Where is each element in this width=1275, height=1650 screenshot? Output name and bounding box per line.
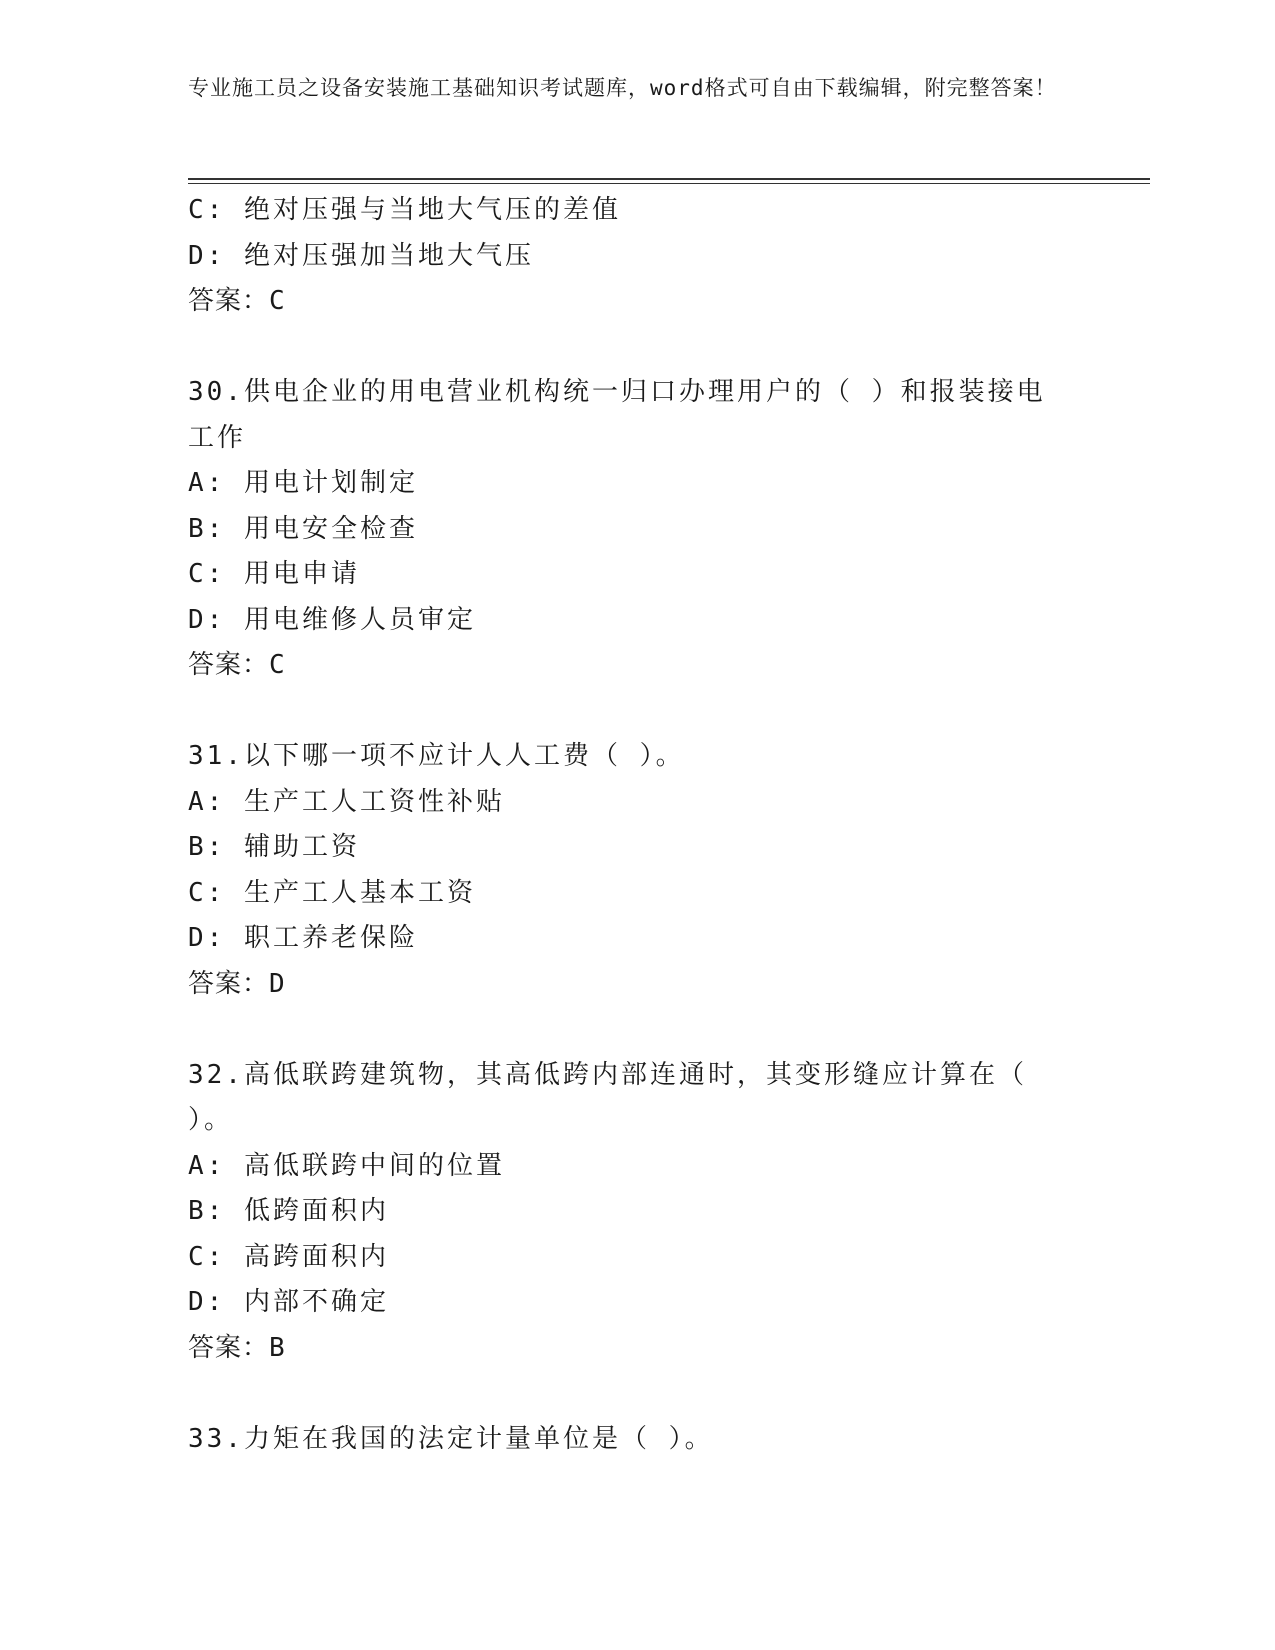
option-c: C: 生产工人基本工资 [188, 877, 476, 908]
answer-line [188, 279, 1068, 325]
answer-label: 答案： [188, 1332, 270, 1363]
option-d: D: 绝对压强加当地大气压 [188, 240, 534, 271]
spacer [188, 689, 1068, 735]
header-divider-thin [188, 183, 1150, 184]
answer-value: B [269, 1332, 286, 1363]
question-32 [188, 1053, 1068, 1372]
question-33 [188, 1417, 1068, 1463]
option-c: C: 用电申请 [188, 559, 360, 589]
option-c: C: 绝对压强与当地大气压的差值 [188, 195, 621, 225]
header-text: 专业施工员之设备安装施工基础知识考试题库，word格式可自由下载编辑，附完整答案！ [188, 76, 1057, 100]
answer-line [188, 1326, 1068, 1372]
question-list [188, 188, 1068, 1462]
answer-label: 答案： [188, 650, 270, 680]
option-a: A: 高低联跨中间的位置 [188, 1150, 505, 1181]
spacer [188, 325, 1068, 371]
prev-question-tail [188, 188, 1068, 325]
answer-line [188, 962, 1068, 1008]
option-d: D: 内部不确定 [188, 1287, 389, 1317]
answer-line [188, 643, 1068, 689]
answer-value: C [269, 286, 286, 316]
answer-value: D [269, 968, 286, 999]
spacer [188, 1007, 1068, 1053]
option-d: D: 用电维修人员审定 [188, 604, 476, 635]
option-b: B: 辅助工资 [188, 832, 360, 862]
question-30 [188, 370, 1068, 689]
question-text: 30.供电企业的用电营业机构统一归口办理用户的（ ）和报装接电工作 [188, 377, 1046, 453]
option-d: D: 职工养老保险 [188, 923, 418, 953]
spacer [188, 1371, 1068, 1417]
option-b: B: 低跨面积内 [188, 1196, 389, 1226]
option-a: A: 用电计划制定 [188, 468, 418, 498]
question-text: 33.力矩在我国的法定计量单位是（ ）。 [188, 1423, 714, 1454]
question-text: 31.以下哪一项不应计人人工费（ ）。 [188, 741, 685, 771]
answer-value: C [269, 650, 286, 680]
option-a: A: 生产工人工资性补贴 [188, 786, 505, 817]
header-divider-thick [188, 178, 1150, 180]
answer-label: 答案： [188, 286, 270, 316]
document-header [188, 72, 1068, 105]
option-b: B: 用电安全检查 [188, 513, 418, 544]
question-text: 32.高低联跨建筑物，其高低跨内部连通时，其变形缝应计算在（ ）。 [188, 1059, 1046, 1135]
answer-label: 答案： [188, 968, 270, 999]
question-31 [188, 734, 1068, 1007]
option-c: C: 高跨面积内 [188, 1241, 389, 1272]
